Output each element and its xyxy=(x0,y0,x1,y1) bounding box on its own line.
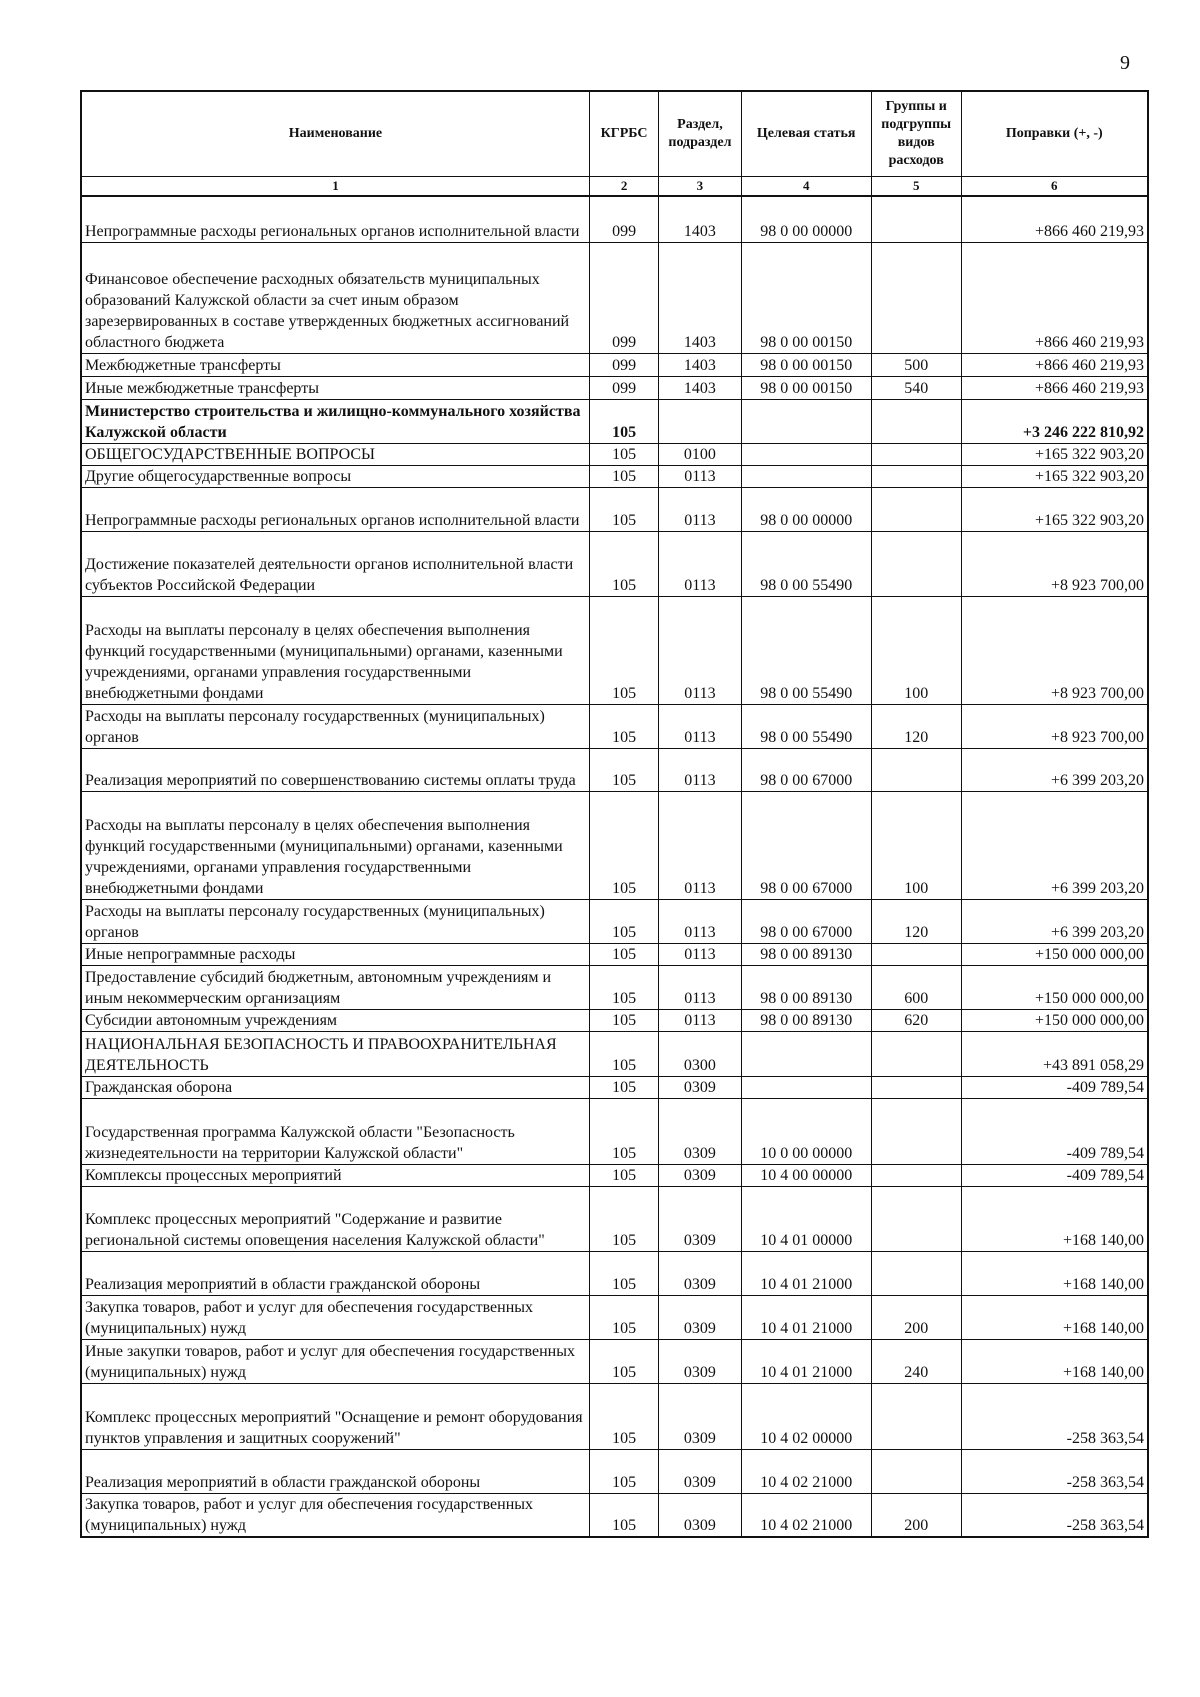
row-amount-cell: +150 000 000,00 xyxy=(961,965,1148,1009)
row-group-cell xyxy=(871,465,961,487)
row-target-cell: 98 0 00 55490 xyxy=(741,704,871,748)
row-section-cell: 0100 xyxy=(659,443,741,465)
row-target-cell: 98 0 00 55490 xyxy=(741,531,871,596)
row-group-cell xyxy=(871,748,961,791)
row-section-cell: 1403 xyxy=(659,242,741,353)
row-amount-cell: +8 923 700,00 xyxy=(961,704,1148,748)
row-section-cell: 0309 xyxy=(659,1098,741,1164)
row-group-cell xyxy=(871,1186,961,1251)
row-kgrbs-cell: 105 xyxy=(589,1031,658,1076)
row-target-cell: 10 4 02 21000 xyxy=(741,1449,871,1493)
row-kgrbs-cell: 105 xyxy=(589,1449,658,1493)
row-target-cell: 98 0 00 55490 xyxy=(741,596,871,704)
row-group-cell xyxy=(871,443,961,465)
row-section-cell: 0309 xyxy=(659,1164,741,1186)
row-kgrbs-cell: 099 xyxy=(589,242,658,353)
row-name-cell: Государственная программа Калужской области "Безопасность жизнедеятельности на территории Калужской области" xyxy=(81,1098,589,1164)
page-number: 9 xyxy=(1120,52,1130,74)
table-row xyxy=(81,1493,1148,1537)
row-target-cell xyxy=(741,465,871,487)
row-kgrbs-cell: 105 xyxy=(589,1009,658,1031)
row-target-cell xyxy=(741,443,871,465)
row-target-cell: 10 4 01 21000 xyxy=(741,1295,871,1339)
row-name-cell: Комплексы процессных мероприятий xyxy=(81,1164,589,1186)
col-header-section: Раздел, подраздел xyxy=(659,91,741,177)
row-target-cell: 10 4 01 21000 xyxy=(741,1339,871,1383)
table-row xyxy=(81,965,1148,1009)
table-row xyxy=(81,465,1148,487)
row-amount-cell: +3 246 222 810,92 xyxy=(961,399,1148,443)
row-group-cell: 120 xyxy=(871,704,961,748)
row-target-cell: 98 0 00 67000 xyxy=(741,791,871,899)
row-target-cell: 98 0 00 00000 xyxy=(741,196,871,242)
row-kgrbs-cell: 105 xyxy=(589,943,658,965)
row-target-cell: 98 0 00 00150 xyxy=(741,376,871,399)
row-group-cell xyxy=(871,399,961,443)
row-name-cell: Министерство строительства и жилищно-коммунального хозяйства Калужской области xyxy=(81,399,589,443)
row-name-cell: Финансовое обеспечение расходных обязательств муниципальных образований Калужской области за счет иным образом зарезервированных в составе утвержденных бюджетных ассигнований областного бюджета xyxy=(81,242,589,353)
row-section-cell xyxy=(659,399,741,443)
row-kgrbs-cell: 105 xyxy=(589,1098,658,1164)
row-kgrbs-cell: 105 xyxy=(589,399,658,443)
row-group-cell xyxy=(871,1449,961,1493)
row-amount-cell: +165 322 903,20 xyxy=(961,443,1148,465)
row-name-cell: Предоставление субсидий бюджетным, автономным учреждениям и иным некоммерческим организациям xyxy=(81,965,589,1009)
row-amount-cell: +866 460 219,93 xyxy=(961,242,1148,353)
row-section-cell: 0309 xyxy=(659,1186,741,1251)
row-kgrbs-cell: 105 xyxy=(589,531,658,596)
table-row xyxy=(81,1076,1148,1098)
row-kgrbs-cell: 105 xyxy=(589,1251,658,1295)
table-row xyxy=(81,899,1148,943)
table-row xyxy=(81,1164,1148,1186)
row-section-cell: 0113 xyxy=(659,704,741,748)
table-row xyxy=(81,531,1148,596)
row-group-cell: 200 xyxy=(871,1295,961,1339)
row-kgrbs-cell: 099 xyxy=(589,353,658,376)
row-group-cell xyxy=(871,487,961,531)
row-section-cell: 0309 xyxy=(659,1339,741,1383)
table-header-row xyxy=(81,91,1148,177)
row-section-cell: 0309 xyxy=(659,1251,741,1295)
row-kgrbs-cell: 105 xyxy=(589,899,658,943)
row-name-cell: Комплекс процессных мероприятий "Оснащение и ремонт оборудования пунктов управления и защитных сооружений" xyxy=(81,1383,589,1449)
row-amount-cell: +168 140,00 xyxy=(961,1295,1148,1339)
table-row xyxy=(81,1339,1148,1383)
row-section-cell: 0300 xyxy=(659,1031,741,1076)
row-group-cell xyxy=(871,242,961,353)
row-section-cell: 1403 xyxy=(659,196,741,242)
row-group-cell xyxy=(871,531,961,596)
table-row xyxy=(81,487,1148,531)
row-section-cell: 0113 xyxy=(659,531,741,596)
table-row xyxy=(81,1098,1148,1164)
row-group-cell: 100 xyxy=(871,596,961,704)
row-name-cell: Иные непрограммные расходы xyxy=(81,943,589,965)
row-section-cell: 0113 xyxy=(659,487,741,531)
table-row xyxy=(81,443,1148,465)
row-name-cell: Гражданская оборона xyxy=(81,1076,589,1098)
row-group-cell: 600 xyxy=(871,965,961,1009)
row-kgrbs-cell: 105 xyxy=(589,1164,658,1186)
row-amount-cell: +165 322 903,20 xyxy=(961,487,1148,531)
row-name-cell: Реализация мероприятий в области гражданской обороны xyxy=(81,1251,589,1295)
row-section-cell: 0113 xyxy=(659,1009,741,1031)
row-kgrbs-cell: 105 xyxy=(589,704,658,748)
row-section-cell: 0309 xyxy=(659,1493,741,1537)
table-row xyxy=(81,1449,1148,1493)
row-target-cell: 10 4 01 00000 xyxy=(741,1186,871,1251)
row-target-cell: 98 0 00 00150 xyxy=(741,353,871,376)
row-name-cell: Иные межбюджетные трансферты xyxy=(81,376,589,399)
row-target-cell: 10 4 01 21000 xyxy=(741,1251,871,1295)
row-amount-cell: +168 140,00 xyxy=(961,1186,1148,1251)
row-kgrbs-cell: 105 xyxy=(589,1383,658,1449)
row-name-cell: Расходы на выплаты персоналу государственных (муниципальных) органов xyxy=(81,899,589,943)
col-number: 1 xyxy=(81,177,589,197)
col-number: 4 xyxy=(741,177,871,197)
row-target-cell: 98 0 00 89130 xyxy=(741,965,871,1009)
row-kgrbs-cell: 105 xyxy=(589,1295,658,1339)
row-amount-cell: +866 460 219,93 xyxy=(961,353,1148,376)
table-row xyxy=(81,1251,1148,1295)
table-row xyxy=(81,353,1148,376)
row-section-cell: 0309 xyxy=(659,1076,741,1098)
row-amount-cell: +165 322 903,20 xyxy=(961,465,1148,487)
row-name-cell: Реализация мероприятий по совершенствованию системы оплаты труда xyxy=(81,748,589,791)
row-section-cell: 0113 xyxy=(659,465,741,487)
row-name-cell: Расходы на выплаты персоналу в целях обеспечения выполнения функций государственными (муниципальными) органами, казенными учреждениями, органами управления государственными внебюджетными фондами xyxy=(81,791,589,899)
col-number: 3 xyxy=(659,177,741,197)
row-target-cell: 98 0 00 89130 xyxy=(741,943,871,965)
row-group-cell xyxy=(871,1031,961,1076)
table-row xyxy=(81,1186,1148,1251)
row-section-cell: 0113 xyxy=(659,748,741,791)
row-amount-cell: -409 789,54 xyxy=(961,1098,1148,1164)
row-target-cell xyxy=(741,1076,871,1098)
row-amount-cell: +168 140,00 xyxy=(961,1339,1148,1383)
row-group-cell: 500 xyxy=(871,353,961,376)
row-target-cell xyxy=(741,1031,871,1076)
row-amount-cell: -409 789,54 xyxy=(961,1076,1148,1098)
table-row xyxy=(81,1031,1148,1076)
table-row xyxy=(81,1009,1148,1031)
row-name-cell: Субсидии автономным учреждениям xyxy=(81,1009,589,1031)
row-group-cell: 100 xyxy=(871,791,961,899)
row-kgrbs-cell: 105 xyxy=(589,748,658,791)
row-section-cell: 0113 xyxy=(659,791,741,899)
row-kgrbs-cell: 105 xyxy=(589,465,658,487)
table-row xyxy=(81,376,1148,399)
row-kgrbs-cell: 105 xyxy=(589,1076,658,1098)
row-section-cell: 0309 xyxy=(659,1295,741,1339)
row-group-cell xyxy=(871,1383,961,1449)
table-row xyxy=(81,704,1148,748)
row-amount-cell: +866 460 219,93 xyxy=(961,376,1148,399)
row-name-cell: Комплекс процессных мероприятий "Содержание и развитие региональной системы оповещения населения Калужской области" xyxy=(81,1186,589,1251)
row-target-cell: 10 0 00 00000 xyxy=(741,1098,871,1164)
row-name-cell: Непрограммные расходы региональных органов исполнительной власти xyxy=(81,196,589,242)
row-kgrbs-cell: 105 xyxy=(589,1339,658,1383)
row-section-cell: 0309 xyxy=(659,1383,741,1449)
row-name-cell: Иные закупки товаров, работ и услуг для обеспечения государственных (муниципальных) нужд xyxy=(81,1339,589,1383)
col-number: 6 xyxy=(961,177,1148,197)
row-group-cell: 120 xyxy=(871,899,961,943)
row-kgrbs-cell: 105 xyxy=(589,1493,658,1537)
row-amount-cell: -258 363,54 xyxy=(961,1493,1148,1537)
row-group-cell xyxy=(871,196,961,242)
row-name-cell: Расходы на выплаты персоналу в целях обеспечения выполнения функций государственными (муниципальными) органами, казенными учреждениями, органами управления государственными внебюджетными фондами xyxy=(81,596,589,704)
row-section-cell: 1403 xyxy=(659,376,741,399)
table-row xyxy=(81,242,1148,353)
table-row xyxy=(81,1383,1148,1449)
row-target-cell: 10 4 00 00000 xyxy=(741,1164,871,1186)
row-target-cell xyxy=(741,399,871,443)
row-name-cell: Расходы на выплаты персоналу государственных (муниципальных) органов xyxy=(81,704,589,748)
row-amount-cell: +150 000 000,00 xyxy=(961,943,1148,965)
row-group-cell xyxy=(871,1076,961,1098)
table-row xyxy=(81,1295,1148,1339)
row-group-cell xyxy=(871,1164,961,1186)
row-amount-cell: -258 363,54 xyxy=(961,1449,1148,1493)
row-amount-cell: +866 460 219,93 xyxy=(961,196,1148,242)
column-number-row xyxy=(81,177,1148,197)
row-kgrbs-cell: 105 xyxy=(589,596,658,704)
row-name-cell: Межбюджетные трансферты xyxy=(81,353,589,376)
row-target-cell: 98 0 00 67000 xyxy=(741,899,871,943)
row-name-cell: Реализация мероприятий в области гражданской обороны xyxy=(81,1449,589,1493)
row-section-cell: 0113 xyxy=(659,596,741,704)
table-row xyxy=(81,943,1148,965)
table-row xyxy=(81,196,1148,242)
row-kgrbs-cell: 105 xyxy=(589,1186,658,1251)
row-name-cell: Закупка товаров, работ и услуг для обеспечения государственных (муниципальных) нужд xyxy=(81,1493,589,1537)
col-header-kgrbs: КГРБС xyxy=(589,91,658,177)
row-amount-cell: +43 891 058,29 xyxy=(961,1031,1148,1076)
row-group-cell: 620 xyxy=(871,1009,961,1031)
row-kgrbs-cell: 105 xyxy=(589,791,658,899)
col-header-group: Группы и подгруппы видов расходов xyxy=(871,91,961,177)
row-target-cell: 98 0 00 00000 xyxy=(741,487,871,531)
row-target-cell: 98 0 00 00150 xyxy=(741,242,871,353)
row-group-cell xyxy=(871,1251,961,1295)
row-amount-cell: +6 399 203,20 xyxy=(961,748,1148,791)
row-amount-cell: +8 923 700,00 xyxy=(961,596,1148,704)
row-kgrbs-cell: 105 xyxy=(589,965,658,1009)
row-name-cell: ОБЩЕГОСУДАРСТВЕННЫЕ ВОПРОСЫ xyxy=(81,443,589,465)
table-row xyxy=(81,399,1148,443)
row-name-cell: Закупка товаров, работ и услуг для обеспечения государственных (муниципальных) нужд xyxy=(81,1295,589,1339)
col-header-target: Целевая статья xyxy=(741,91,871,177)
row-section-cell: 0113 xyxy=(659,943,741,965)
row-group-cell xyxy=(871,943,961,965)
row-group-cell: 240 xyxy=(871,1339,961,1383)
col-number: 5 xyxy=(871,177,961,197)
table-row xyxy=(81,596,1148,704)
row-section-cell: 0113 xyxy=(659,899,741,943)
col-number: 2 xyxy=(589,177,658,197)
budget-amendments-table xyxy=(80,90,1149,1538)
row-group-cell xyxy=(871,1098,961,1164)
table-body xyxy=(81,196,1148,1537)
row-group-cell: 200 xyxy=(871,1493,961,1537)
row-amount-cell: +168 140,00 xyxy=(961,1251,1148,1295)
row-target-cell: 10 4 02 21000 xyxy=(741,1493,871,1537)
row-amount-cell: -409 789,54 xyxy=(961,1164,1148,1186)
row-name-cell: НАЦИОНАЛЬНАЯ БЕЗОПАСНОСТЬ И ПРАВООХРАНИТЕЛЬНАЯ ДЕЯТЕЛЬНОСТЬ xyxy=(81,1031,589,1076)
row-section-cell: 0309 xyxy=(659,1449,741,1493)
row-amount-cell: +6 399 203,20 xyxy=(961,791,1148,899)
row-target-cell: 98 0 00 89130 xyxy=(741,1009,871,1031)
row-section-cell: 0113 xyxy=(659,965,741,1009)
row-kgrbs-cell: 105 xyxy=(589,487,658,531)
col-header-amendment: Поправки (+, -) xyxy=(961,91,1148,177)
row-name-cell: Непрограммные расходы региональных органов исполнительной власти xyxy=(81,487,589,531)
row-name-cell: Другие общегосударственные вопросы xyxy=(81,465,589,487)
row-kgrbs-cell: 099 xyxy=(589,376,658,399)
row-group-cell: 540 xyxy=(871,376,961,399)
row-target-cell: 98 0 00 67000 xyxy=(741,748,871,791)
row-amount-cell: +8 923 700,00 xyxy=(961,531,1148,596)
row-amount-cell: +6 399 203,20 xyxy=(961,899,1148,943)
row-target-cell: 10 4 02 00000 xyxy=(741,1383,871,1449)
table-row xyxy=(81,791,1148,899)
table-row xyxy=(81,748,1148,791)
row-amount-cell: +150 000 000,00 xyxy=(961,1009,1148,1031)
row-amount-cell: -258 363,54 xyxy=(961,1383,1148,1449)
col-header-name: Наименование xyxy=(81,91,589,177)
row-name-cell: Достижение показателей деятельности органов исполнительной власти субъектов Российской Федерации xyxy=(81,531,589,596)
row-section-cell: 1403 xyxy=(659,353,741,376)
row-kgrbs-cell: 105 xyxy=(589,443,658,465)
row-kgrbs-cell: 099 xyxy=(589,196,658,242)
